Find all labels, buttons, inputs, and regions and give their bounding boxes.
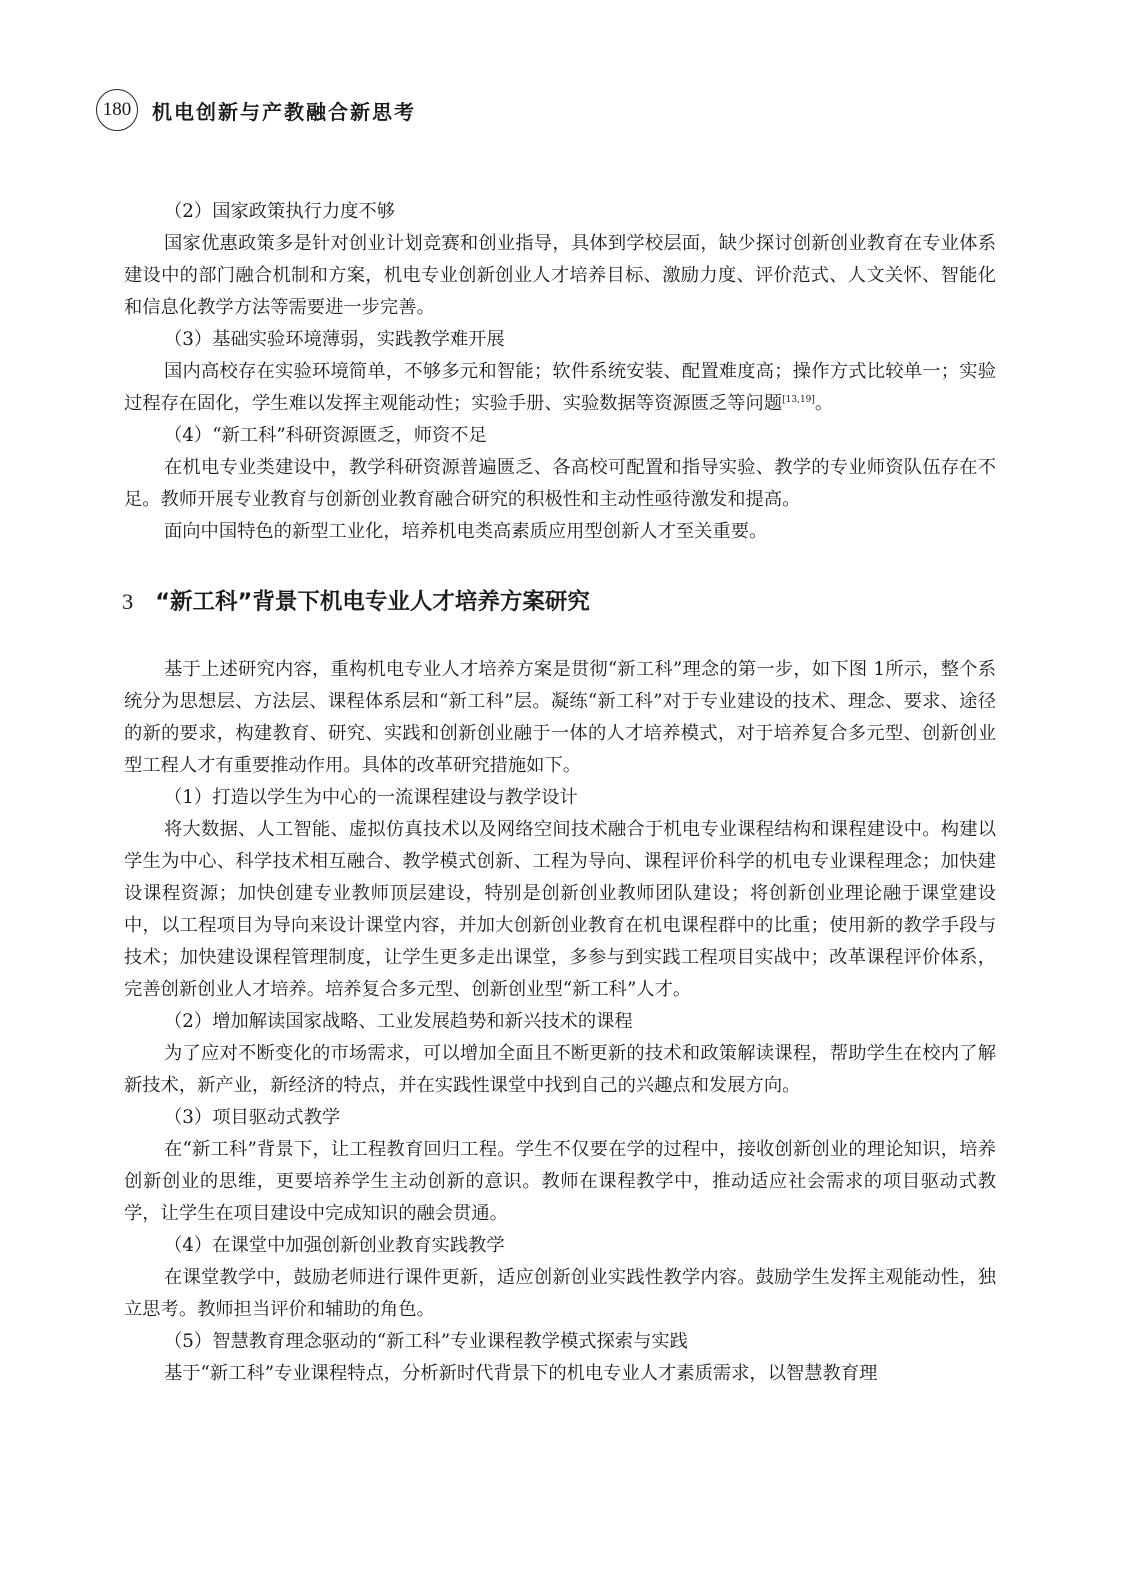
page-header: [96, 88, 416, 132]
section-heading: [122, 585, 996, 619]
book-title: 机电创新与产教融合新思考: [152, 99, 416, 124]
page-body: [124, 196, 996, 1390]
closing-paragraph: 面向中国特色的新型工业化，培养机电类高素质应用型创新人才至关重要。: [164, 521, 768, 542]
measure-3-title: （3）项目驱动式教学: [164, 1107, 341, 1128]
item-2-title: （2）国家政策执行力度不够: [164, 201, 396, 222]
measure-1-body: 将大数据、人工智能、虚拟仿真技术以及网络空间技术融合于机电专业课程结构和课程建设中。构建以学生为中心、科学技术相互融合、教学模式创新、工程为导向、课程评价科学的机电专业课程理念；加快建设课程资源；加快创建专业教师顶层建设，特别是创新创业教师团队建设；将创新创业理论融于课堂建设中，以工程项目为导向来设计课堂内容，并加大创新创业教育在机电课程群中的比重；使用新的教学手段与技术；加快建设课程管理制度，让学生更多走出课堂，多参与到实践工程项目实战中；改革课程评价体系，完善创新创业人才培养。培养复合多元型、创新创业型“新工科”人才。: [124, 819, 996, 1000]
measure-3-body: 在“新工科”背景下，让工程教育回归工程。学生不仅要在学的过程中，接收创新创业的理论知识，培养创新创业的思维，更要培养学生主动创新的意识。教师在课程教学中，推动适应社会需求的项目驱动式教学，让学生在项目建设中完成知识的融会贯通。: [124, 1139, 996, 1224]
measure-2-body: 为了应对不断变化的市场需求，可以增加全面且不断更新的技术和政策解读课程，帮助学生在校内了解新技术，新产业，新经济的特点，并在实践性课堂中找到自己的兴趣点和发展方向。: [124, 1043, 996, 1096]
measure-1-title: （1）打造以学生为中心的一流课程建设与教学设计: [164, 787, 578, 808]
item-4-body: 在机电专业类建设中，教学科研资源普遍匮乏、各高校可配置和指导实验、教学的专业师资队伍存在不足。教师开展专业教育与创新创业教育融合研究的积极性和主动性亟待激发和提高。: [124, 457, 996, 510]
item-4-title: （4）“新工科”科研资源匮乏，师资不足: [164, 425, 487, 446]
section-title: “新工科”背景下机电专业人才培养方案研究: [155, 589, 590, 615]
page-number: 180: [96, 89, 138, 131]
item-2-body: 国家优惠政策多是针对创业计划竞赛和创业指导，具体到学校层面，缺少探讨创新创业教育在专业体系建设中的部门融合机制和方案，机电专业创新创业人才培养目标、激励力度、评价范式、人文关怀、智能化和信息化教学方法等需要进一步完善。: [124, 233, 996, 318]
section-number: 3: [122, 589, 134, 614]
measure-2-title: （2）增加解读国家战略、工业发展趋势和新兴技术的课程: [164, 1011, 633, 1032]
item-3-paragraph: [124, 356, 996, 420]
item-3-end: 。: [814, 393, 834, 414]
item-3-body: 国内高校存在实验环境简单，不够多元和智能；软件系统安装、配置难度高；操作方式比较单一；实验过程存在固化，学生难以发挥主观能动性；实验手册、实验数据等资源匮乏等问题: [124, 361, 996, 414]
section-intro: 基于上述研究内容，重构机电专业人才培养方案是贯彻“新工科”理念的第一步，如下图 1所示，整个系统分为思想层、方法层、课程体系层和“新工科”层。凝练“新工科”对于专业建设的技术、理念、要求、途径的新的要求，构建教育、研究、实践和创新创业融于一体的人才培养模式，对于培养复合多元型、创新创业型工程人才有重要推动作用。具体的改革研究措施如下。: [124, 659, 996, 776]
citation: [13,19]: [782, 394, 815, 405]
item-3-title: （3）基础实验环境薄弱，实践教学难开展: [164, 329, 505, 350]
measure-4-title: （4）在课堂中加强创新创业教育实践教学: [164, 1235, 505, 1256]
measure-5-title: （5）智慧教育理念驱动的“新工科”专业课程教学模式探索与实践: [164, 1331, 688, 1352]
measure-4-body: 在课堂教学中，鼓励老师进行课件更新，适应创新创业实践性教学内容。鼓励学生发挥主观能动性，独立思考。教师担当评价和辅助的角色。: [124, 1267, 996, 1320]
measure-5-body: 基于“新工科”专业课程特点，分析新时代背景下的机电专业人才素质需求，以智慧教育理: [164, 1363, 878, 1384]
